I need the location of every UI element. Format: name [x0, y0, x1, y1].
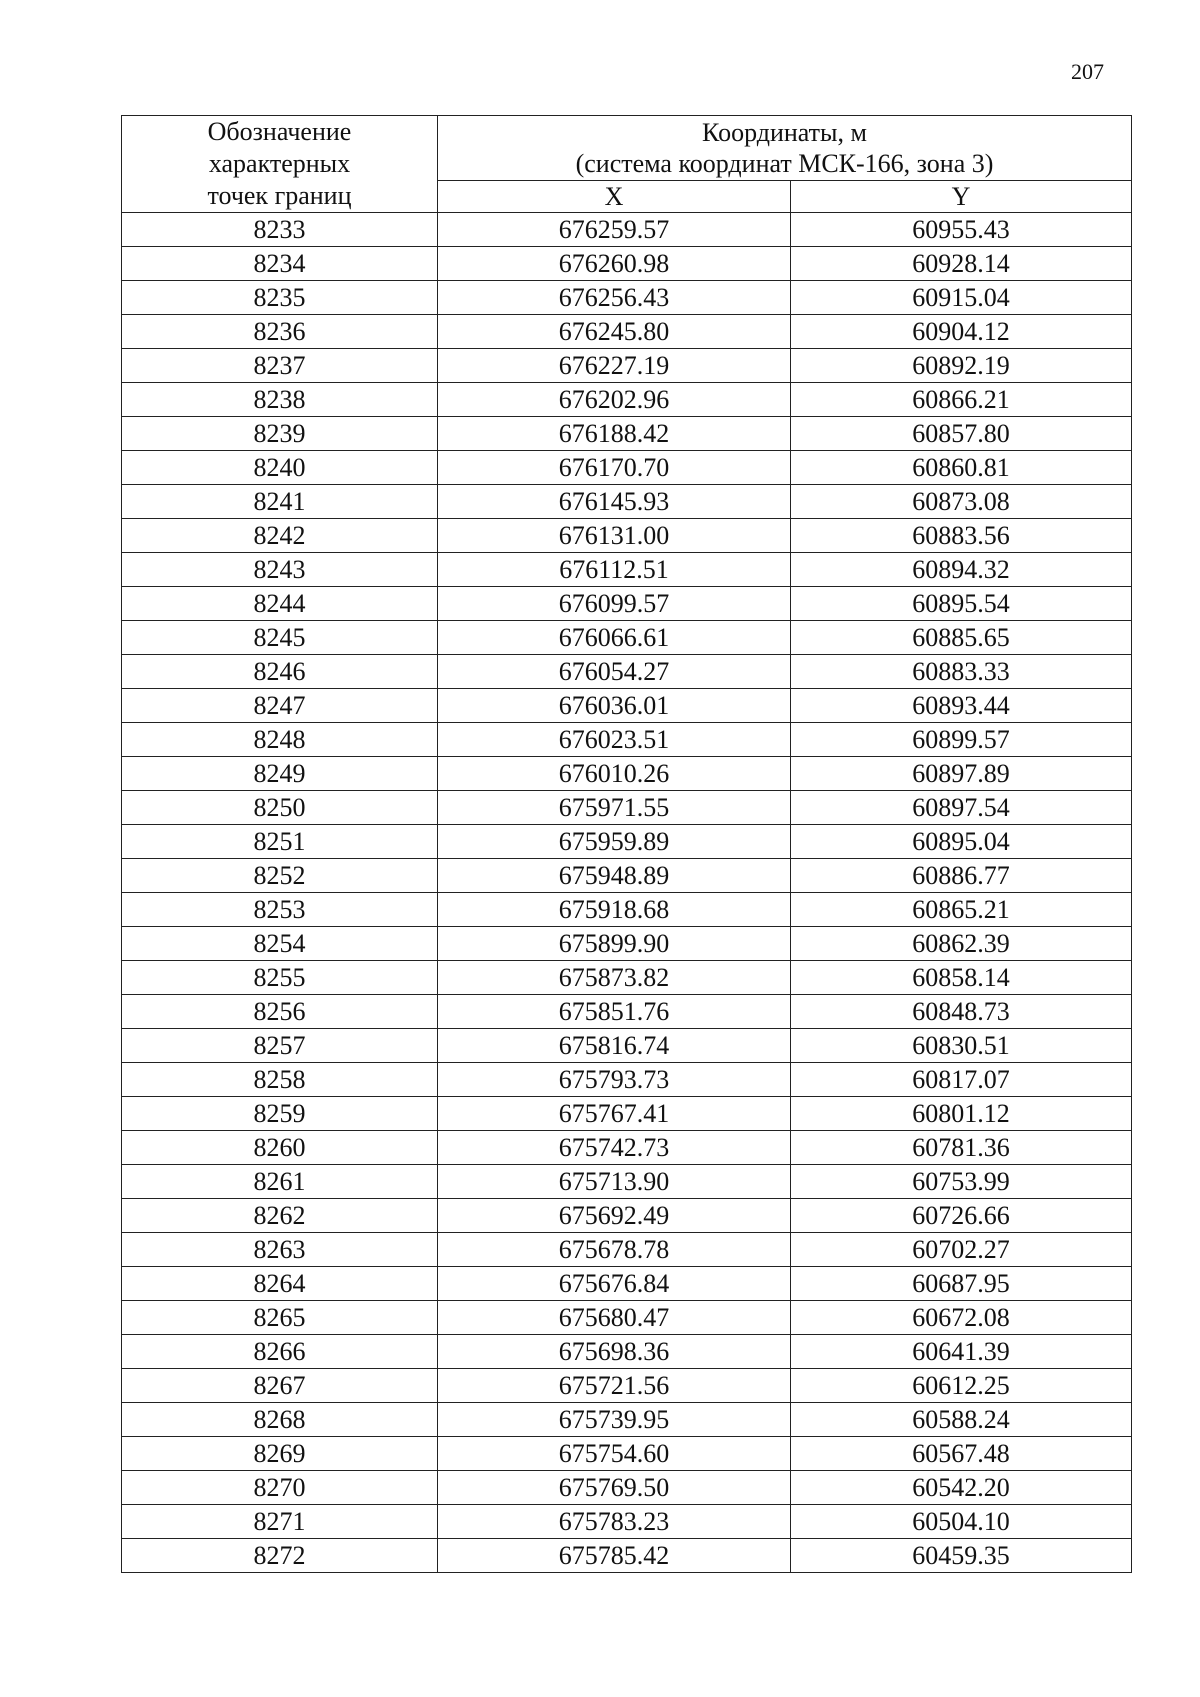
point-number-cell: 8250 [122, 791, 438, 825]
point-number-cell: 8272 [122, 1539, 438, 1573]
point-number-cell: 8259 [122, 1097, 438, 1131]
table-header [122, 116, 1132, 213]
point-number-cell: 8248 [122, 723, 438, 757]
x-coordinate-cell: 676170.70 [438, 451, 791, 485]
y-coordinate-cell: 60955.43 [791, 213, 1132, 247]
x-coordinate-cell: 676023.51 [438, 723, 791, 757]
point-number-cell: 8233 [122, 213, 438, 247]
x-coordinate-cell: 675767.41 [438, 1097, 791, 1131]
point-number-cell: 8256 [122, 995, 438, 1029]
y-coordinate-cell: 60858.14 [791, 961, 1132, 995]
designation-header-line: Обозначение [207, 117, 352, 146]
y-coordinate-cell: 60702.27 [791, 1233, 1132, 1267]
point-number-cell: 8257 [122, 1029, 438, 1063]
y-coordinate-cell: 60899.57 [791, 723, 1132, 757]
y-coordinate-cell: 60860.81 [791, 451, 1132, 485]
designation-header-line: характерных [208, 149, 351, 178]
x-coordinate-cell: 675742.73 [438, 1131, 791, 1165]
y-coordinate-cell: 60892.19 [791, 349, 1132, 383]
table-row [122, 859, 1132, 893]
y-coordinate-cell: 60895.04 [791, 825, 1132, 859]
y-coordinate-cell: 60897.89 [791, 757, 1132, 791]
y-coordinate-cell: 60897.54 [791, 791, 1132, 825]
point-number-cell: 8240 [122, 451, 438, 485]
table-row [122, 315, 1132, 349]
table-row [122, 1097, 1132, 1131]
x-coordinate-cell: 676227.19 [438, 349, 791, 383]
table-row [122, 1063, 1132, 1097]
y-coordinate-cell: 60672.08 [791, 1301, 1132, 1335]
y-coordinate-cell: 60753.99 [791, 1165, 1132, 1199]
point-number-cell: 8238 [122, 383, 438, 417]
coordinates-header [438, 116, 1132, 181]
x-coordinate-cell: 675769.50 [438, 1471, 791, 1505]
x-coordinate-cell: 676245.80 [438, 315, 791, 349]
table-row [122, 621, 1132, 655]
table-row [122, 247, 1132, 281]
point-number-cell: 8247 [122, 689, 438, 723]
designation-header-line: точек границ [207, 181, 352, 210]
y-coordinate-cell: 60612.25 [791, 1369, 1132, 1403]
x-coordinate-cell: 676066.61 [438, 621, 791, 655]
x-coordinate-cell: 675698.36 [438, 1335, 791, 1369]
y-coordinate-cell: 60915.04 [791, 281, 1132, 315]
table-row [122, 485, 1132, 519]
table-row [122, 1505, 1132, 1539]
x-coordinate-cell: 675783.23 [438, 1505, 791, 1539]
x-coordinate-cell: 676256.43 [438, 281, 791, 315]
x-coordinate-cell: 675676.84 [438, 1267, 791, 1301]
table-row [122, 451, 1132, 485]
x-coordinate-cell: 675959.89 [438, 825, 791, 859]
x-coordinate-cell: 675948.89 [438, 859, 791, 893]
table-row [122, 961, 1132, 995]
table-row [122, 893, 1132, 927]
y-coordinate-cell: 60885.65 [791, 621, 1132, 655]
table-row [122, 1335, 1132, 1369]
point-number-cell: 8264 [122, 1267, 438, 1301]
table-row [122, 1369, 1132, 1403]
table-row [122, 587, 1132, 621]
table-row [122, 519, 1132, 553]
point-number-cell: 8237 [122, 349, 438, 383]
x-coordinate-cell: 675785.42 [438, 1539, 791, 1573]
point-number-cell: 8269 [122, 1437, 438, 1471]
y-coordinate-cell: 60542.20 [791, 1471, 1132, 1505]
y-coordinate-cell: 60687.95 [791, 1267, 1132, 1301]
x-coordinate-cell: 675971.55 [438, 791, 791, 825]
table-row [122, 553, 1132, 587]
y-coordinate-cell: 60801.12 [791, 1097, 1132, 1131]
x-coordinate-cell: 675713.90 [438, 1165, 791, 1199]
table-row [122, 995, 1132, 1029]
point-number-cell: 8253 [122, 893, 438, 927]
table-row [122, 1403, 1132, 1437]
y-coordinate-cell: 60862.39 [791, 927, 1132, 961]
table-row [122, 1471, 1132, 1505]
table-row [122, 791, 1132, 825]
table-row [122, 1165, 1132, 1199]
y-coordinate-cell: 60886.77 [791, 859, 1132, 893]
x-coordinate-cell: 675899.90 [438, 927, 791, 961]
point-number-cell: 8258 [122, 1063, 438, 1097]
x-coordinate-cell: 676131.00 [438, 519, 791, 553]
table-row [122, 723, 1132, 757]
point-number-cell: 8249 [122, 757, 438, 791]
point-number-cell: 8267 [122, 1369, 438, 1403]
y-coordinate-cell: 60848.73 [791, 995, 1132, 1029]
x-coordinate-cell: 675873.82 [438, 961, 791, 995]
table-row [122, 213, 1132, 247]
x-coordinate-cell: 675793.73 [438, 1063, 791, 1097]
table-row [122, 1539, 1132, 1573]
coordinates-table [121, 115, 1132, 1573]
x-coordinate-cell: 676036.01 [438, 689, 791, 723]
x-coordinate-cell: 675692.49 [438, 1199, 791, 1233]
y-coordinate-cell: 60830.51 [791, 1029, 1132, 1063]
y-coordinate-cell: 60904.12 [791, 315, 1132, 349]
x-coordinate-cell: 676188.42 [438, 417, 791, 451]
table-row [122, 1131, 1132, 1165]
table-row [122, 1437, 1132, 1471]
point-number-cell: 8266 [122, 1335, 438, 1369]
x-coordinate-cell: 675851.76 [438, 995, 791, 1029]
x-coordinate-cell: 676259.57 [438, 213, 791, 247]
y-coordinate-cell: 60873.08 [791, 485, 1132, 519]
x-coordinate-cell: 675918.68 [438, 893, 791, 927]
y-coordinate-cell: 60866.21 [791, 383, 1132, 417]
x-coordinate-cell: 676260.98 [438, 247, 791, 281]
table-row [122, 825, 1132, 859]
coordinates-header-line: Координаты, м [702, 118, 867, 147]
point-number-cell: 8260 [122, 1131, 438, 1165]
x-coordinate-cell: 675680.47 [438, 1301, 791, 1335]
point-number-cell: 8243 [122, 553, 438, 587]
point-number-cell: 8246 [122, 655, 438, 689]
x-coordinate-cell: 676010.26 [438, 757, 791, 791]
table-row [122, 927, 1132, 961]
point-number-cell: 8262 [122, 1199, 438, 1233]
point-number-cell: 8263 [122, 1233, 438, 1267]
y-coordinate-cell: 60641.39 [791, 1335, 1132, 1369]
y-coordinate-cell: 60588.24 [791, 1403, 1132, 1437]
y-coordinate-cell: 60895.54 [791, 587, 1132, 621]
table-row [122, 689, 1132, 723]
y-column-header: Y [791, 181, 1132, 213]
y-coordinate-cell: 60817.07 [791, 1063, 1132, 1097]
x-coordinate-cell: 675816.74 [438, 1029, 791, 1063]
y-coordinate-cell: 60883.56 [791, 519, 1132, 553]
point-number-cell: 8242 [122, 519, 438, 553]
point-number-cell: 8234 [122, 247, 438, 281]
point-number-cell: 8251 [122, 825, 438, 859]
table-row [122, 1301, 1132, 1335]
table-row [122, 1029, 1132, 1063]
point-number-cell: 8244 [122, 587, 438, 621]
table-row [122, 1267, 1132, 1301]
y-coordinate-cell: 60781.36 [791, 1131, 1132, 1165]
y-coordinate-cell: 60928.14 [791, 247, 1132, 281]
point-number-cell: 8261 [122, 1165, 438, 1199]
point-number-cell: 8270 [122, 1471, 438, 1505]
point-number-cell: 8241 [122, 485, 438, 519]
x-coordinate-cell: 675754.60 [438, 1437, 791, 1471]
x-coordinate-cell: 675721.56 [438, 1369, 791, 1403]
y-coordinate-cell: 60865.21 [791, 893, 1132, 927]
y-coordinate-cell: 60883.33 [791, 655, 1132, 689]
table-row [122, 383, 1132, 417]
table-row [122, 349, 1132, 383]
point-number-cell: 8252 [122, 859, 438, 893]
y-coordinate-cell: 60857.80 [791, 417, 1132, 451]
x-coordinate-cell: 676112.51 [438, 553, 791, 587]
x-coordinate-cell: 676202.96 [438, 383, 791, 417]
point-number-cell: 8265 [122, 1301, 438, 1335]
point-number-cell: 8268 [122, 1403, 438, 1437]
point-number-cell: 8255 [122, 961, 438, 995]
designation-header [122, 116, 438, 213]
y-coordinate-cell: 60894.32 [791, 553, 1132, 587]
table-body [122, 213, 1132, 1573]
table-row [122, 1233, 1132, 1267]
y-coordinate-cell: 60726.66 [791, 1199, 1132, 1233]
x-coordinate-cell: 676054.27 [438, 655, 791, 689]
point-number-cell: 8271 [122, 1505, 438, 1539]
y-coordinate-cell: 60459.35 [791, 1539, 1132, 1573]
coordinates-header-line: (система координат МСК-166, зона 3) [575, 149, 994, 178]
table-row [122, 1199, 1132, 1233]
point-number-cell: 8254 [122, 927, 438, 961]
point-number-cell: 8239 [122, 417, 438, 451]
point-number-cell: 8235 [122, 281, 438, 315]
table-row [122, 417, 1132, 451]
y-coordinate-cell: 60893.44 [791, 689, 1132, 723]
x-coordinate-cell: 675678.78 [438, 1233, 791, 1267]
page-number: 207 [1071, 59, 1104, 84]
x-column-header: X [438, 181, 791, 213]
table-row [122, 281, 1132, 315]
x-coordinate-cell: 676099.57 [438, 587, 791, 621]
y-coordinate-cell: 60567.48 [791, 1437, 1132, 1471]
table-row [122, 757, 1132, 791]
table-row [122, 655, 1132, 689]
point-number-cell: 8245 [122, 621, 438, 655]
x-coordinate-cell: 676145.93 [438, 485, 791, 519]
y-coordinate-cell: 60504.10 [791, 1505, 1132, 1539]
x-coordinate-cell: 675739.95 [438, 1403, 791, 1437]
point-number-cell: 8236 [122, 315, 438, 349]
